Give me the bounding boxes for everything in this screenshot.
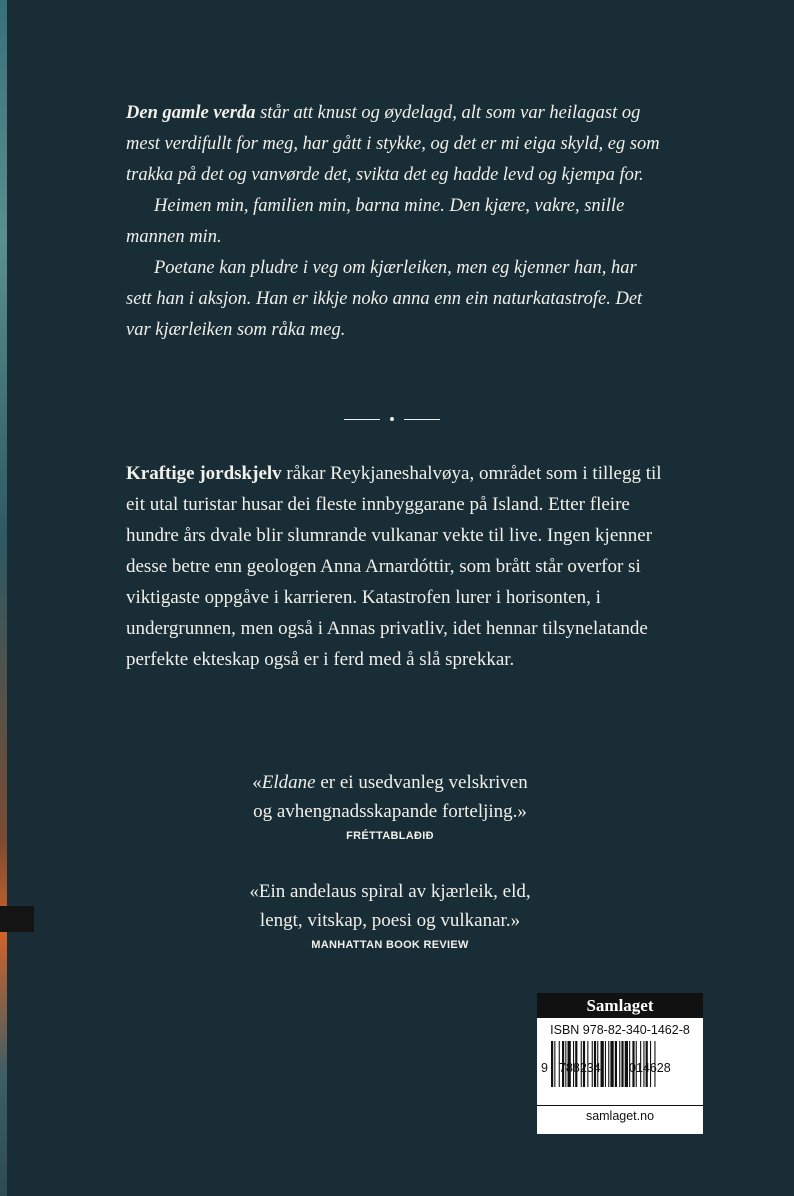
divider-line-right (404, 419, 440, 420)
divider-dot (390, 417, 394, 421)
divider-line-left (344, 419, 380, 420)
book-summary (126, 458, 666, 675)
excerpt-blurb (126, 98, 666, 346)
barcode-digits-left: 788234 (559, 1061, 601, 1075)
publisher-website: samlaget.no (537, 1105, 703, 1123)
review-quote-2 (180, 877, 600, 953)
quote-1-line-1 (180, 768, 600, 797)
quote-1-source: FRÉTTABLAÐIÐ (346, 830, 434, 842)
cover-image-edge (0, 0, 7, 1196)
summary-text: råkar Reykjaneshalvøya, området som i tillegg til eit utal turistar husar dei fleste innbyggarane på Island. Etter fleire hundre års dvale blir slumrande vulkanar vekte til live. Ingen kjenner desse betre enn geologen Anna Arnardóttir, som brått står overfor si viktigaste oppgåve i karrieren. Katastrofen lurer i horisonten, i undergrunnen, men også i Annas privatliv, idet hennar tilsynelatande perfekte ekteskap også er i ferd med å slå sprekkar. (126, 463, 662, 670)
excerpt-paragraph-3: Poetane kan pludre i veg om kjærleiken, men eg kjenner han, har sett han i aksjon. Han er ikkje noko anna enn ein naturkatastrofe. Det var kjærleiken som råka meg. (126, 258, 643, 340)
summary-lead: Kraftige jordskjelv (126, 463, 282, 484)
summary-paragraph (126, 458, 666, 675)
excerpt-lead: Den gamle verda (126, 103, 256, 123)
isbn-barcode-box (537, 993, 703, 1134)
spine-mark (0, 906, 34, 932)
isbn-number: ISBN 978-82-340-1462-8 (550, 1023, 690, 1037)
quote-2-line-1: «Ein andelaus spiral av kjærleik, eld, (249, 881, 531, 902)
quote-1-open-mark: « (252, 772, 262, 793)
review-quote-1 (180, 768, 600, 844)
section-divider (344, 409, 440, 429)
excerpt-paragraph-2: Heimen min, familien min, barna mine. Den kjære, vakre, snille mannen min. (126, 196, 625, 247)
quote-2-line-2: lengt, vitskap, poesi og vulkanar.» (259, 910, 521, 931)
quote-2-source: MANHATTAN BOOK REVIEW (311, 939, 469, 951)
excerpt-paragraph-1-text: står att knust og øydelagd, alt som var heilagast og mest verdifullt for meg, har gått i stykke, og det er mi eiga skyld, eg som trakka på det og vanvørde det, svikta det eg hadde levd og kjempa for. (126, 103, 660, 185)
barcode-digits-right: 014628 (629, 1061, 671, 1075)
quote-1-line-2: og avhengnadsskapande forteljing.» (253, 801, 527, 822)
publisher-logo: Samlaget (537, 993, 703, 1018)
excerpt-paragraph-1 (126, 98, 666, 191)
barcode-digits (537, 1061, 703, 1077)
quote-1-book-title: Eldane (261, 772, 316, 793)
quote-1-line-1-text: er ei usedvanleg velskriven (315, 772, 528, 793)
barcode-digit-first: 9 (541, 1061, 548, 1075)
